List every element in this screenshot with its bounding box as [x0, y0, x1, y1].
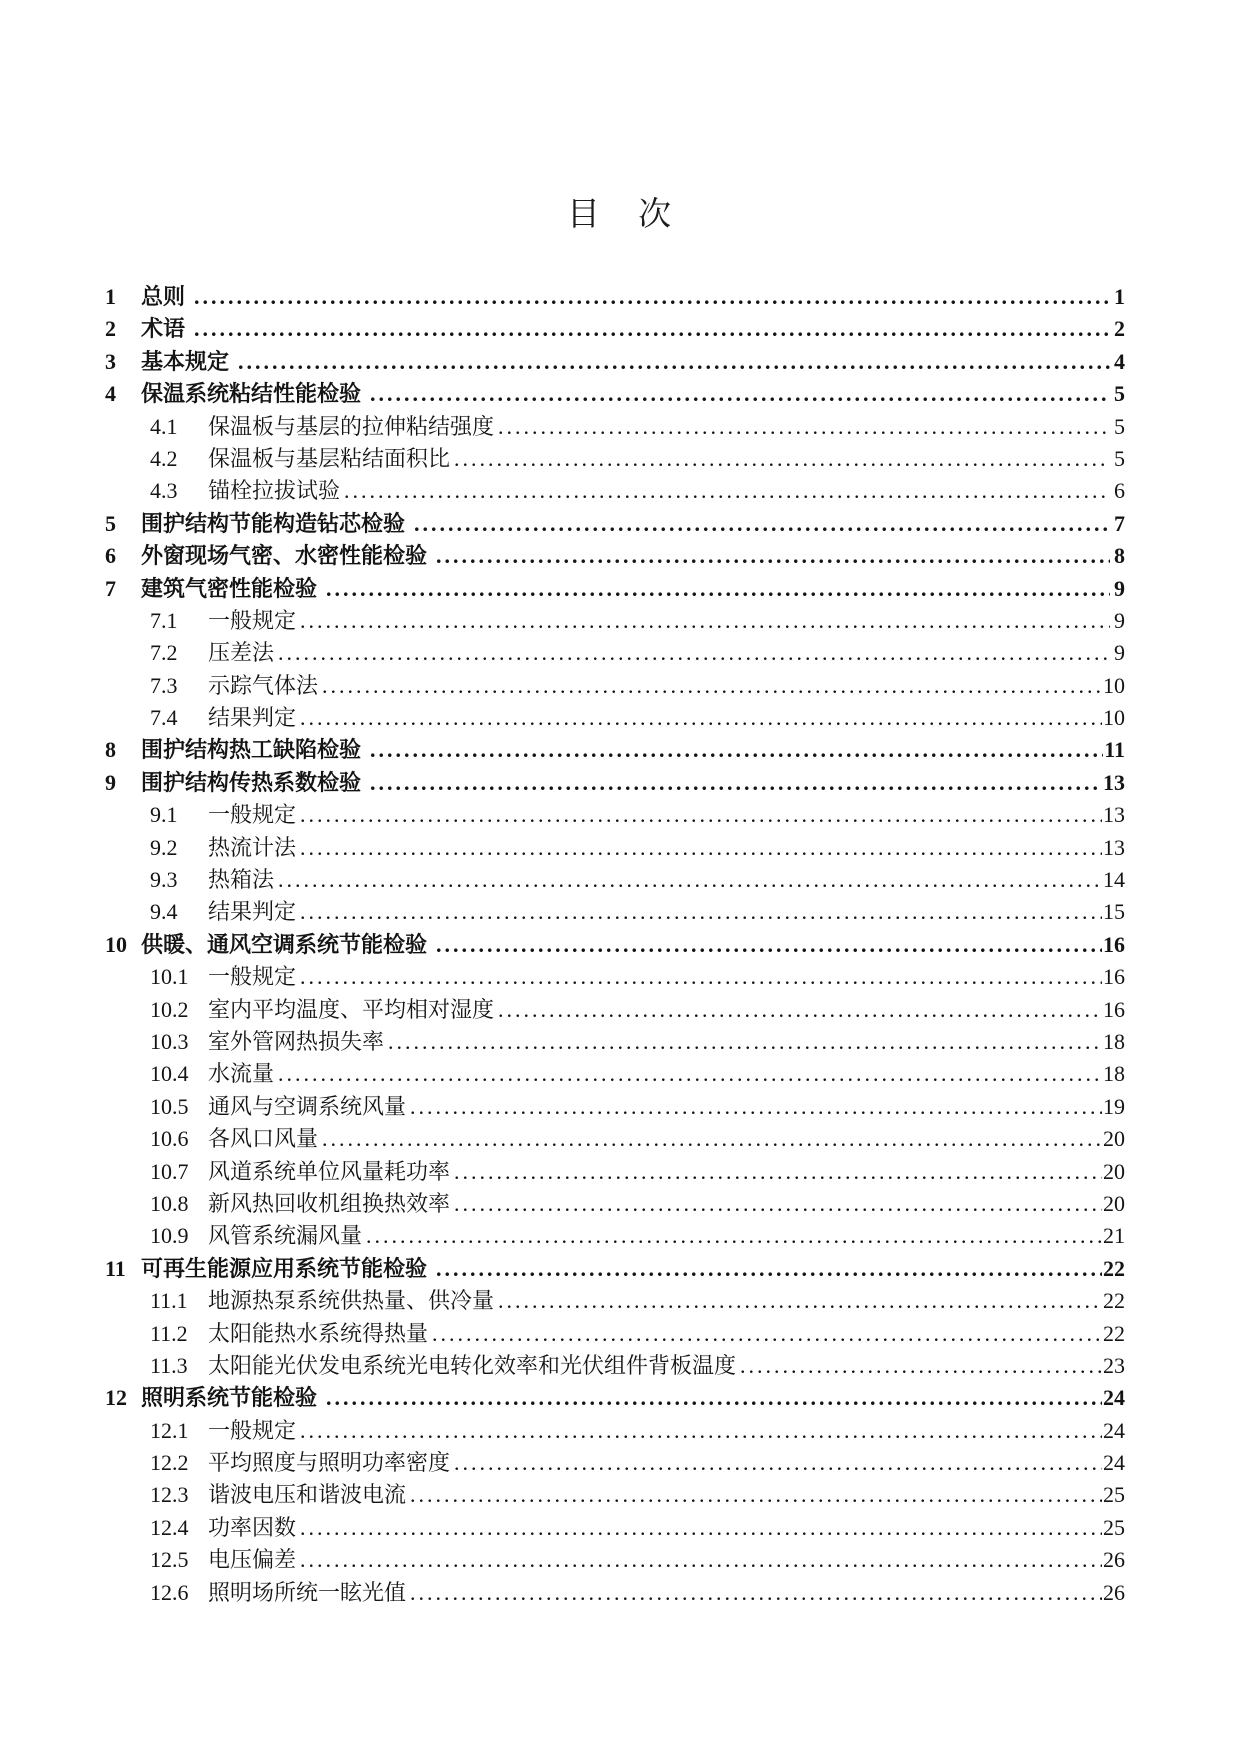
toc-entry-page: 14	[1103, 867, 1125, 893]
toc-entry-title: 围护结构热工缺陷检验	[141, 737, 362, 763]
toc-entry-leader	[300, 702, 1102, 734]
toc-entry-page: 7	[1114, 510, 1125, 536]
toc-entry-number: 12.5	[150, 1547, 189, 1573]
toc-entry-leader	[454, 1447, 1102, 1479]
toc-entry-leader	[414, 508, 1110, 540]
toc-entry	[105, 540, 1125, 572]
toc-entry-leader	[436, 540, 1110, 572]
toc-entry-page: 22	[1103, 1320, 1125, 1346]
toc-entry-page: 23	[1103, 1352, 1125, 1378]
toc-entry-leader	[498, 411, 1110, 443]
toc-entry	[105, 832, 1125, 864]
toc-entry-title: 术语	[141, 316, 186, 342]
toc-entry	[105, 378, 1125, 410]
toc-entry-number: 5	[105, 510, 116, 536]
toc-entry-leader	[410, 1091, 1102, 1123]
toc-entry-title: 结果判定	[208, 899, 297, 925]
toc-entry-number: 7.1	[150, 607, 178, 633]
toc-entry-number: 12.2	[150, 1450, 189, 1476]
toc-entry-leader	[498, 994, 1102, 1026]
toc-entry-page: 25	[1103, 1482, 1125, 1508]
toc-entry-page: 26	[1103, 1579, 1125, 1605]
toc-entry-title: 水流量	[208, 1061, 275, 1087]
toc-entry	[105, 929, 1125, 961]
toc-entry-page: 2	[1114, 316, 1125, 342]
toc-entry	[105, 475, 1125, 507]
toc-entry-page: 19	[1103, 1093, 1125, 1119]
toc-entry	[105, 411, 1125, 443]
toc-entry-title: 谐波电压和谐波电流	[208, 1482, 407, 1508]
toc-entry	[105, 1318, 1125, 1350]
toc-entry	[105, 670, 1125, 702]
toc-entry	[105, 1156, 1125, 1188]
toc-entry-title: 一般规定	[208, 802, 297, 828]
toc-entry-page: 8	[1114, 543, 1125, 569]
toc-entry-number: 8	[105, 737, 116, 763]
toc-entry-title: 可再生能源应用系统节能检验	[141, 1255, 428, 1281]
toc-entry	[105, 1285, 1125, 1317]
toc-entry-title: 照明系统节能检验	[141, 1385, 318, 1411]
toc-entry-page: 5	[1114, 381, 1125, 407]
toc-entry-title: 围护结构传热系数检验	[141, 769, 362, 795]
toc-entry-title: 建筑气密性能检验	[141, 575, 318, 601]
toc-entry	[105, 994, 1125, 1026]
toc-entry-number: 12.3	[150, 1482, 189, 1508]
toc-entry-page: 20	[1103, 1158, 1125, 1184]
toc-entry-number: 10.2	[150, 996, 189, 1022]
toc-entry-leader	[366, 1220, 1102, 1252]
toc-entry-number: 11.1	[150, 1288, 188, 1314]
toc-entry-leader	[432, 1318, 1102, 1350]
toc-entry-page: 18	[1103, 1028, 1125, 1054]
toc-entry	[105, 1512, 1125, 1544]
toc-entry	[105, 799, 1125, 831]
toc-entry-leader	[326, 573, 1110, 605]
toc-entry-title: 保温板与基层粘结面积比	[208, 445, 451, 471]
toc-entry-title: 新风热回收机组换热效率	[208, 1190, 451, 1216]
toc-entry-title: 基本规定	[141, 348, 230, 374]
toc-entry-title: 总则	[141, 284, 186, 309]
toc-entry-page: 20	[1103, 1126, 1125, 1152]
toc-entry-page: 9	[1114, 607, 1125, 633]
toc-entry-number: 10.9	[150, 1223, 189, 1249]
toc-entry-number: 10.1	[150, 964, 189, 990]
toc-entry	[105, 443, 1125, 475]
toc-entry-number: 10.3	[150, 1028, 189, 1054]
toc-entry-leader	[454, 1188, 1102, 1220]
toc-entry-page: 21	[1103, 1223, 1125, 1249]
toc-entry-title: 地源热泵系统供热量、供冷量	[208, 1288, 495, 1314]
toc-entry-leader	[194, 281, 1110, 313]
toc-entry-page: 5	[1114, 445, 1125, 471]
toc-entry	[105, 313, 1125, 345]
toc-entry-number: 7.4	[150, 705, 178, 731]
toc-entry-number: 7.3	[150, 672, 178, 698]
toc-entry-number: 10	[105, 931, 127, 957]
toc-entry-title: 一般规定	[208, 964, 297, 990]
toc-entry-number: 10.7	[150, 1158, 189, 1184]
toc-entry-page: 13	[1103, 802, 1125, 828]
toc-entry-number: 11.3	[150, 1352, 188, 1378]
toc-entry-title: 锚栓拉拔试验	[208, 478, 341, 504]
toc-entry-leader	[278, 637, 1110, 669]
toc-entry	[105, 1188, 1125, 1220]
toc-entry-page: 13	[1103, 834, 1125, 860]
toc-entry-leader	[300, 1544, 1102, 1576]
toc-entry	[105, 1026, 1125, 1058]
toc-entry-title: 功率因数	[208, 1514, 297, 1540]
toc-entry-number: 10.5	[150, 1093, 189, 1119]
toc-entry-number: 12.6	[150, 1579, 189, 1605]
toc-entry	[105, 508, 1125, 540]
toc-entry-number: 4.2	[150, 445, 178, 471]
toc-entry-title: 保温板与基层的拉伸粘结强度	[208, 413, 495, 439]
toc-entry-number: 11	[105, 1255, 126, 1281]
toc-entry-page: 15	[1103, 899, 1125, 925]
toc-entry-leader	[454, 1156, 1102, 1188]
toc-entry-number: 9.3	[150, 867, 178, 893]
toc-entry	[105, 1544, 1125, 1576]
toc-entry-title: 太阳能热水系统得热量	[208, 1320, 429, 1346]
toc-entry-title: 室外管网热损失率	[208, 1028, 385, 1054]
toc-entry-number: 12.4	[150, 1514, 189, 1540]
toc-entry-title: 平均照度与照明功率密度	[208, 1450, 451, 1476]
toc-entry	[105, 1415, 1125, 1447]
toc-entry-title: 结果判定	[208, 705, 297, 731]
toc-entry-title: 一般规定	[208, 1417, 297, 1443]
toc-entry-leader	[326, 1382, 1102, 1414]
toc-entry	[105, 961, 1125, 993]
toc-entry-number: 10.6	[150, 1126, 189, 1152]
toc-entry-leader	[370, 378, 1110, 410]
toc-list	[105, 281, 1125, 1609]
toc-entry-title: 各风口风量	[208, 1126, 319, 1152]
toc-entry	[105, 1123, 1125, 1155]
toc-entry	[105, 702, 1125, 734]
toc-entry-number: 4	[105, 381, 116, 407]
toc-entry-title: 保温系统粘结性能检验	[141, 381, 362, 407]
toc-entry-title: 电压偏差	[208, 1547, 297, 1573]
toc-entry-number: 9.2	[150, 834, 178, 860]
toc-entry-page: 9	[1114, 575, 1125, 601]
toc-entry-leader	[322, 1123, 1102, 1155]
toc-entry-page: 22	[1103, 1255, 1125, 1281]
toc-entry-title: 风管系统漏风量	[208, 1223, 363, 1249]
toc-entry-number: 4.1	[150, 413, 178, 439]
toc-entry-number: 7.2	[150, 640, 178, 666]
toc-entry-page: 4	[1114, 348, 1125, 374]
toc-entry-page: 16	[1103, 931, 1125, 957]
toc-entry-number: 10.8	[150, 1190, 189, 1216]
toc-entry-page: 9	[1114, 640, 1125, 666]
toc-entry-page: 22	[1103, 1288, 1125, 1314]
toc-entry-number: 2	[105, 316, 116, 342]
toc-entry	[105, 1350, 1125, 1382]
toc-entry-page: 25	[1103, 1514, 1125, 1540]
toc-entry	[105, 573, 1125, 605]
toc-entry-leader	[238, 346, 1110, 378]
toc-entry-leader	[300, 1415, 1102, 1447]
toc-entry	[105, 637, 1125, 669]
toc-entry	[105, 767, 1125, 799]
toc-entry-leader	[300, 961, 1102, 993]
toc-entry-title: 热箱法	[208, 867, 275, 893]
toc-entry-number: 9.4	[150, 899, 178, 925]
toc-entry	[105, 1091, 1125, 1123]
toc-entry-leader	[194, 313, 1110, 345]
toc-entry-title: 压差法	[208, 640, 275, 666]
toc-entry	[105, 1447, 1125, 1479]
toc-entry-number: 12	[105, 1385, 127, 1411]
toc-entry-page: 5	[1114, 413, 1125, 439]
toc-entry-leader	[300, 832, 1102, 864]
toc-entry-page: 24	[1103, 1385, 1125, 1411]
toc-entry	[105, 1479, 1125, 1511]
toc-entry-number: 12.1	[150, 1417, 189, 1443]
toc-entry-page: 18	[1103, 1061, 1125, 1087]
toc-entry-title: 外窗现场气密、水密性能检验	[141, 543, 428, 569]
toc-entry-leader	[344, 475, 1110, 507]
toc-entry-number: 9	[105, 769, 116, 795]
toc-entry	[105, 734, 1125, 766]
toc-entry-number: 1	[105, 284, 116, 309]
toc-entry-leader	[388, 1026, 1102, 1058]
toc-entry-number: 4.3	[150, 478, 178, 504]
toc-entry-page: 1	[1114, 284, 1125, 309]
toc-entry	[105, 1577, 1125, 1609]
toc-entry	[105, 864, 1125, 896]
toc-entry	[105, 1220, 1125, 1252]
toc-entry-leader	[410, 1577, 1102, 1609]
toc-entry-number: 7	[105, 575, 116, 601]
toc-entry	[105, 1058, 1125, 1090]
toc-entry-leader	[498, 1285, 1102, 1317]
toc-entry-page: 16	[1103, 964, 1125, 990]
toc-entry	[105, 1382, 1125, 1414]
toc-entry-page: 10	[1103, 705, 1125, 731]
toc-entry-number: 3	[105, 348, 116, 374]
toc-entry-leader	[436, 929, 1102, 961]
toc-entry-page: 11	[1104, 737, 1125, 763]
toc-entry-title: 示踪气体法	[208, 672, 319, 698]
toc-entry-leader	[370, 767, 1102, 799]
toc-entry	[105, 896, 1125, 928]
toc-entry	[105, 1253, 1125, 1285]
toc-entry-page: 24	[1103, 1450, 1125, 1476]
toc-entry-leader	[300, 896, 1102, 928]
toc-entry-page: 16	[1103, 996, 1125, 1022]
toc-entry-page: 13	[1103, 769, 1125, 795]
toc-entry-leader	[300, 1512, 1102, 1544]
toc-entry-leader	[322, 670, 1102, 702]
toc-entry-leader	[454, 443, 1110, 475]
toc-entry-leader	[300, 799, 1102, 831]
toc-entry-title: 热流计法	[208, 834, 297, 860]
toc-entry-title: 通风与空调系统风量	[208, 1093, 407, 1119]
toc-entry-title: 风道系统单位风量耗功率	[208, 1158, 451, 1184]
toc-entry-title: 太阳能光伏发电系统光电转化效率和光伏组件背板温度	[208, 1352, 737, 1378]
toc-entry-title: 供暖、通风空调系统节能检验	[141, 931, 428, 957]
toc-entry-leader	[436, 1253, 1102, 1285]
toc-entry-page: 6	[1114, 478, 1125, 504]
toc-entry-leader	[370, 734, 1103, 766]
toc-entry-page: 20	[1103, 1190, 1125, 1216]
toc-entry-page: 10	[1103, 672, 1125, 698]
toc-entry	[105, 346, 1125, 378]
toc-entry-page: 24	[1103, 1417, 1125, 1443]
toc-entry-number: 10.4	[150, 1061, 189, 1087]
toc-entry-leader	[740, 1350, 1102, 1382]
toc-entry	[105, 605, 1125, 637]
toc-entry-leader	[300, 605, 1110, 637]
toc-entry-title: 照明场所统一眩光值	[208, 1579, 407, 1605]
toc-entry-page: 26	[1103, 1547, 1125, 1573]
toc-entry-leader	[410, 1479, 1102, 1511]
toc-entry-leader	[278, 1058, 1102, 1090]
toc-entry-number: 9.1	[150, 802, 178, 828]
toc-entry-title: 围护结构节能构造钻芯检验	[141, 510, 406, 536]
toc-entry-number: 11.2	[150, 1320, 188, 1346]
toc-entry-title: 室内平均温度、平均相对湿度	[208, 996, 495, 1022]
toc-entry	[105, 281, 1125, 313]
toc-entry-title: 一般规定	[208, 607, 297, 633]
toc-entry-number: 6	[105, 543, 116, 569]
page-title: 目 次	[566, 197, 674, 233]
toc-entry-leader	[278, 864, 1102, 896]
